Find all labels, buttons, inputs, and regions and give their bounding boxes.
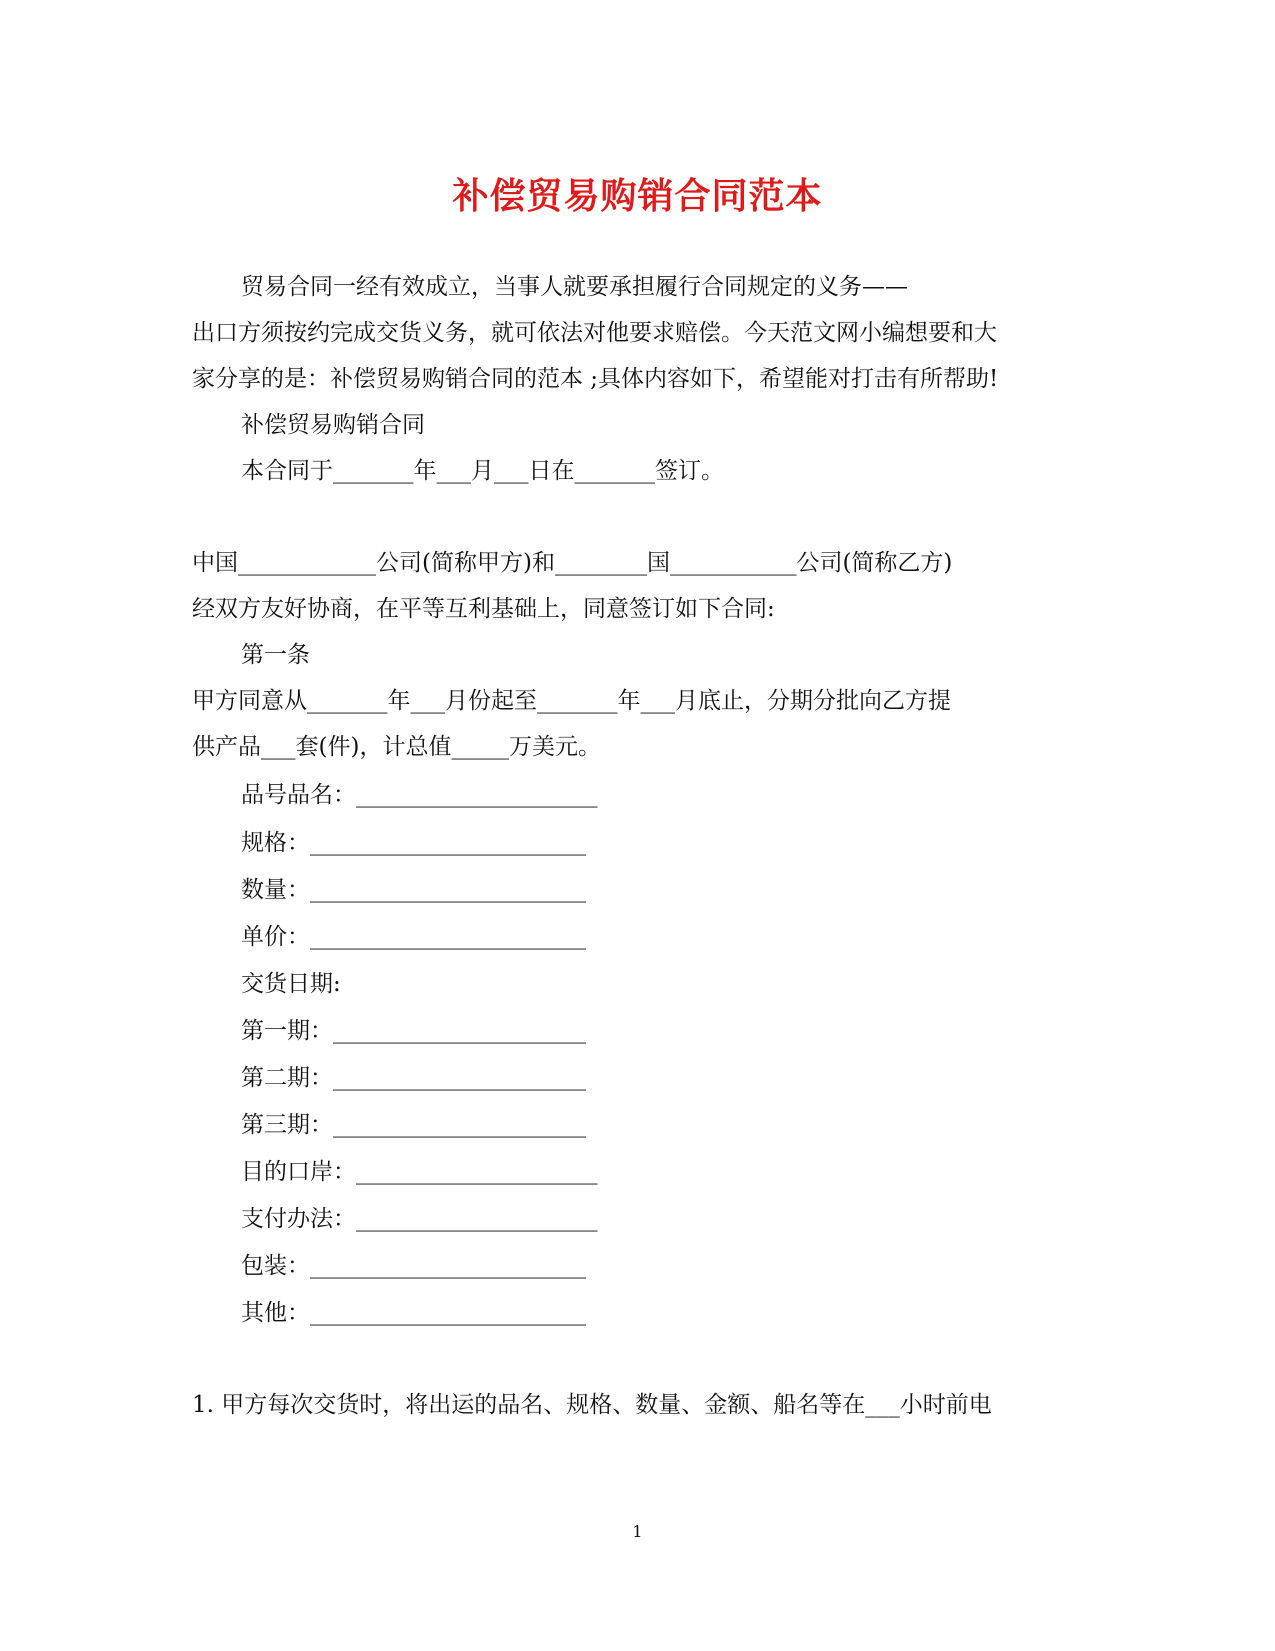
signing-date-line: 本合同于_______年___月___日在_______签订。: [241, 458, 724, 484]
field-specification: 规格：________________________: [241, 830, 586, 856]
field-phase-3: 第三期：______________________: [241, 1112, 586, 1138]
field-other: 其他：________________________: [241, 1300, 586, 1326]
document-title: 补偿贸易购销合同范本: [452, 175, 823, 217]
field-phase-2: 第二期：______________________: [241, 1065, 586, 1091]
article-1-line-2: 供产品___套(件)，计总值_____万美元。: [192, 734, 601, 760]
field-packaging: 包装：________________________: [241, 1253, 586, 1279]
field-quantity: 数量：________________________: [241, 877, 586, 903]
page-number: 1: [632, 1522, 643, 1541]
field-unit-price: 单价：________________________: [241, 924, 586, 950]
parties-line-2: 经双方友好协商，在平等互利基础上，同意签订如下合同:: [192, 596, 775, 622]
contract-heading: 补偿贸易购销合同: [241, 412, 425, 438]
intro-paragraph-line-1: 贸易合同一经有效成立，当事人就要承担履行合同规定的义务——: [241, 274, 908, 300]
intro-paragraph-line-2: 出口方须按约完成交货义务，就可依法对他要求赔偿。今天范文网小编想要和大: [192, 320, 997, 346]
field-destination-port: 目的口岸：_____________________: [241, 1159, 598, 1185]
field-payment-method: 支付办法：_____________________: [241, 1206, 598, 1232]
field-phase-1: 第一期：______________________: [241, 1018, 586, 1044]
intro-paragraph-line-3: 家分享的是：补偿贸易购销合同的范本 ;具体内容如下，希望能对打击有所帮助!: [192, 366, 999, 392]
field-delivery-date: 交货日期:: [241, 971, 341, 997]
article-1-line-1: 甲方同意从_______年___月份起至_______年___月底止，分期分批向乙方提: [192, 688, 951, 714]
clause-1-line: 1. 甲方每次交货时，将出运的品名、规格、数量、金额、船名等在___小时前电: [192, 1392, 992, 1418]
field-product-name: 品号品名：_____________________: [241, 782, 598, 808]
parties-line-1: 中国____________公司(简称甲方)和________国___________公司(简称乙方): [192, 550, 953, 576]
article-1-heading: 第一条: [241, 642, 310, 668]
